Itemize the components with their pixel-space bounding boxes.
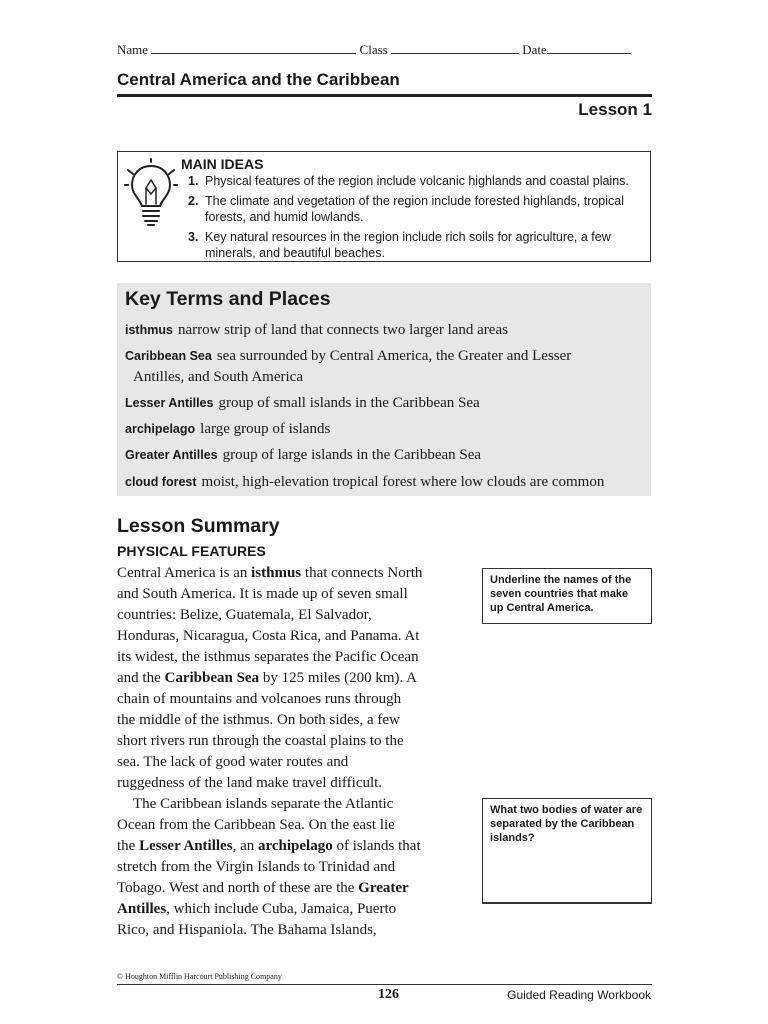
summary-text: stretch from the Virgin Islands to Trinidad and — [117, 859, 396, 875]
summary-line — [117, 563, 422, 583]
key-term-word: Greater Antilles — [125, 448, 218, 462]
lesson-label: Lesson 1 — [578, 100, 652, 119]
summary-line — [133, 794, 393, 814]
key-term-row — [125, 320, 645, 341]
main-idea-number: 1. — [188, 174, 199, 188]
summary-line — [117, 647, 419, 667]
key-term-row — [125, 393, 645, 414]
name-label: Name — [117, 42, 149, 57]
summary-text: of islands that — [332, 838, 421, 854]
physical-features-heading: PHYSICAL FEATURES — [117, 543, 266, 559]
page-number: 126 — [378, 987, 399, 1002]
summary-text: ruggedness of the land make travel difficult. — [117, 775, 383, 791]
summary-text: , an — [232, 838, 258, 854]
summary-text: Central America is an — [117, 565, 252, 581]
summary-line — [117, 899, 396, 919]
class-field[interactable] — [391, 42, 519, 54]
key-term-highlight: isthmus — [251, 565, 302, 581]
summary-text: countries: Belize, Guatemala, El Salvador, — [117, 607, 372, 623]
key-term-word: isthmus — [125, 323, 173, 337]
date-label: Date — [522, 42, 547, 57]
key-term-highlight: Antilles — [117, 901, 167, 917]
main-ideas-heading: MAIN IDEAS — [181, 156, 264, 172]
footer-rule — [117, 984, 652, 985]
summary-line — [117, 836, 421, 856]
copyright-notice: © Houghton Mifflin Harcourt Publishing Company — [117, 972, 282, 981]
workbook-name: Guided Reading Workbook — [507, 988, 651, 1002]
key-term-word: cloud forest — [125, 475, 197, 489]
summary-text: its widest, the isthmus separates the Pacific Ocean — [117, 649, 419, 665]
key-term-highlight: Caribbean Sea — [164, 670, 260, 686]
summary-line — [117, 731, 404, 751]
header-rule — [117, 94, 652, 97]
summary-line — [117, 605, 372, 625]
summary-text: the middle of the isthmus. On both sides, a few — [117, 712, 400, 728]
key-term-definition-continued: Antilles, and South America — [133, 369, 303, 385]
name-class-date-row — [117, 42, 652, 58]
summary-text: Honduras, Nicaragua, Costa Rica, and Panama. At — [117, 628, 420, 644]
key-terms-box — [117, 283, 651, 496]
main-idea-text: Key natural resources in the region include rich soils for agriculture, a few minerals, and beautiful beaches. — [205, 230, 611, 260]
date-field[interactable] — [547, 42, 631, 54]
key-term-row — [125, 472, 645, 493]
question-answer-box[interactable] — [482, 798, 652, 904]
summary-line — [117, 815, 395, 835]
key-term-row — [125, 346, 645, 388]
summary-line — [117, 710, 400, 730]
summary-text: and the — [117, 670, 165, 686]
key-term-definition: moist, high-elevation tropical forest where low clouds are common — [201, 474, 605, 490]
summary-line — [117, 584, 408, 604]
summary-line — [117, 752, 348, 772]
summary-text: chain of mountains and volcanoes runs through — [117, 691, 402, 707]
name-field[interactable] — [151, 42, 356, 54]
summary-line — [117, 920, 377, 940]
key-term-definition: sea surrounded by Central America, the Greater and Lesser — [216, 348, 572, 364]
main-ideas-box — [117, 151, 651, 262]
summary-text: Tobago. West and north of these are the — [117, 880, 359, 896]
summary-line — [117, 857, 395, 877]
key-term-row — [125, 445, 645, 466]
chapter-title: Central America and the Caribbean — [117, 70, 400, 89]
summary-line — [117, 773, 382, 793]
summary-text: , which include Cuba, Jamaica, Puerto — [166, 901, 397, 917]
key-term-definition: large group of islands — [200, 421, 331, 437]
key-term-highlight: Greater — [358, 880, 409, 896]
summary-text: sea. The lack of good water routes and — [117, 754, 349, 770]
key-term-word: Caribbean Sea — [125, 349, 212, 363]
lesson-summary-heading: Lesson Summary — [117, 515, 280, 537]
key-term-definition: narrow strip of land that connects two larger land areas — [177, 322, 508, 338]
main-idea-item — [188, 193, 648, 225]
key-term-highlight: Lesser Antilles — [139, 838, 233, 854]
key-term-definition: group of large islands in the Caribbean Sea — [222, 447, 482, 463]
summary-text: that connects North — [301, 565, 423, 581]
summary-text: by 125 miles (200 km). A — [259, 670, 417, 686]
summary-line — [117, 626, 419, 646]
class-label: Class — [359, 42, 388, 57]
summary-text: Rico, and Hispaniola. The Bahama Islands, — [117, 922, 377, 938]
main-idea-number: 3. — [188, 230, 199, 244]
question-text: What two bodies of water are separated by the Caribbean islands? — [490, 804, 643, 844]
key-term-word: Lesser Antilles — [125, 396, 214, 410]
key-term-row — [125, 419, 645, 440]
summary-line — [117, 878, 409, 898]
key-term-highlight: archipelago — [257, 838, 333, 854]
main-idea-text: The climate and vegetation of the region include forested highlands, tropical forests, and humid lowlands. — [205, 194, 625, 224]
summary-text: and South America. It is made up of seven small — [117, 586, 408, 602]
key-terms-heading: Key Terms and Places — [125, 288, 331, 310]
key-term-definition: group of small islands in the Caribbean Sea — [218, 395, 480, 411]
main-idea-number: 2. — [188, 194, 199, 208]
underline-prompt-box: Underline the names of the seven countries that make up Central America. — [482, 568, 652, 624]
main-idea-item — [188, 229, 648, 261]
summary-line — [117, 689, 401, 709]
summary-text: short rivers run through the coastal plains to the — [117, 733, 404, 749]
lightbulb-icon — [124, 158, 178, 230]
summary-text: Ocean from the Caribbean Sea. On the east lie — [117, 817, 395, 833]
summary-text: The Caribbean islands separate the Atlantic — [133, 796, 394, 812]
summary-line — [117, 668, 417, 688]
main-idea-text: Physical features of the region include volcanic highlands and coastal plains. — [205, 174, 629, 188]
main-idea-item — [188, 173, 648, 189]
key-term-word: archipelago — [125, 422, 196, 436]
summary-text: the — [117, 838, 140, 854]
